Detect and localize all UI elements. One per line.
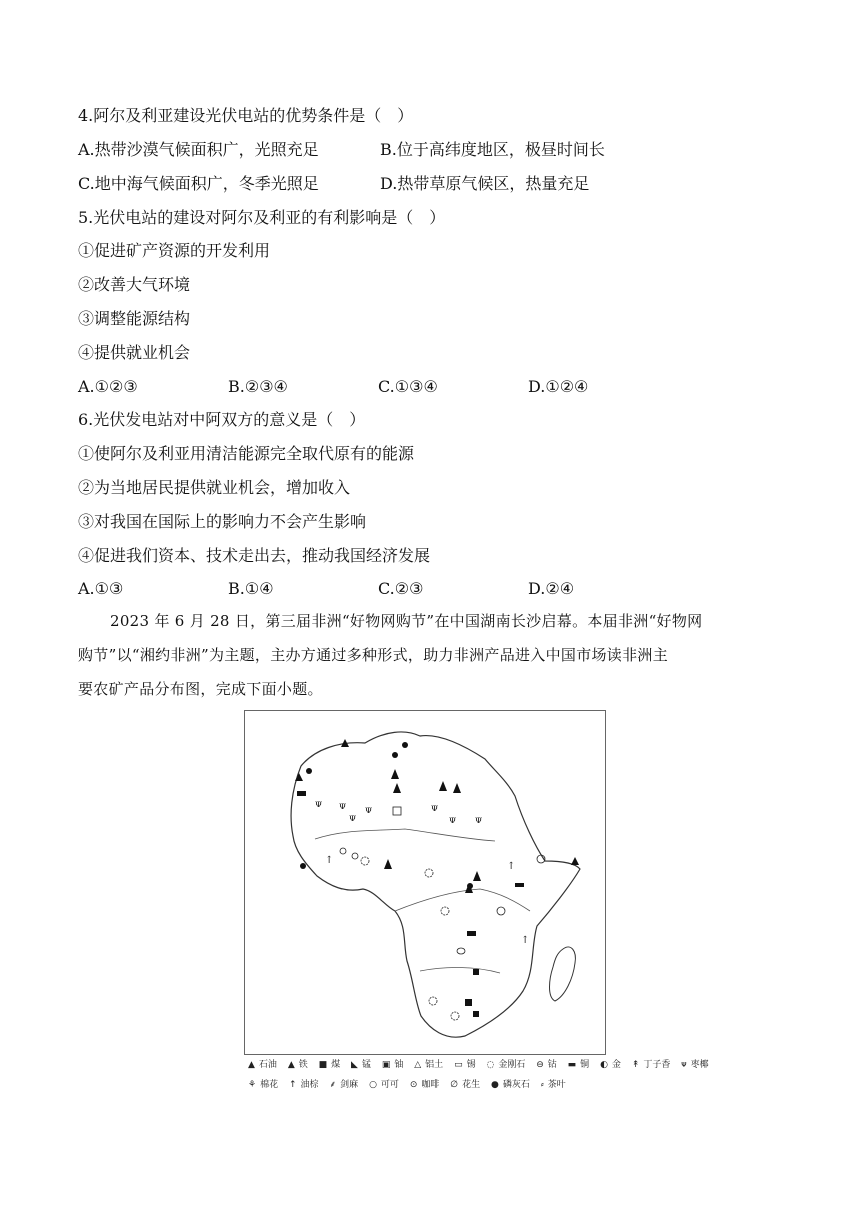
q6-option-b: B.①④: [228, 579, 274, 598]
uranium-symbol: [393, 807, 401, 815]
date-palm-symbol: ᴪ: [315, 799, 323, 810]
q5-option-d: D.①②④: [528, 377, 589, 396]
africa-map-figure: [244, 710, 606, 1055]
legend-oil-palm: ↑ 油棕: [288, 1080, 319, 1090]
legend-coffee: ⊙ 咖啡: [409, 1080, 440, 1090]
oil-symbol: [439, 781, 447, 791]
q6-item-4: ④促进我们资本、技术走出去，推动我国经济发展: [78, 546, 431, 565]
legend-diamond: ◌ 金刚石: [486, 1060, 526, 1070]
q6-stem: 6.光伏发电站对中阿双方的意义是（ ）: [78, 410, 366, 429]
diamond-symbol: [361, 857, 369, 865]
diamond-symbol: [429, 997, 437, 1005]
q5-option-c: C.①③④: [378, 377, 438, 396]
q5-stem: 5.光伏电站的建设对阿尔及利亚的有利影响是（ ）: [78, 208, 446, 227]
coal-symbol: [473, 969, 479, 975]
iron-symbol: [295, 773, 303, 781]
africa-map: [245, 711, 605, 1054]
legend-date-palm: ᴪ 枣椰: [681, 1060, 709, 1070]
date-palm-symbol: ᴪ: [349, 813, 357, 824]
q4-options-row2: [78, 174, 778, 194]
legend-iron: ▲ 铁: [287, 1060, 308, 1070]
legend-cobalt: ⊖ 钴: [536, 1060, 557, 1070]
date-palm-symbol: ᴪ: [339, 801, 347, 812]
q4-option-c: C.地中海气候面积广，冬季光照足: [78, 174, 319, 193]
oil-palm-symbol: ↑: [521, 935, 530, 946]
phosphate-symbol: [402, 742, 408, 748]
legend-tin: ▭ 锡: [454, 1060, 476, 1070]
q5-option-b: B.②③④: [228, 377, 288, 396]
iron-symbol: [571, 857, 579, 865]
q4-option-d: D.热带草原气候区，热量充足: [380, 174, 590, 193]
phosphate-symbol: [306, 768, 312, 774]
passage-line-3: 要农矿产品分布图，完成下面小题。: [78, 680, 323, 698]
q4-option-b: B.位于高纬度地区，极昼时间长: [380, 140, 605, 159]
legend-peanut: ∅ 花生: [450, 1080, 481, 1090]
q5-item-2: ②改善大气环境: [78, 275, 191, 294]
phosphate-symbol: [392, 752, 398, 758]
legend-phosphate: ● 磷灰石: [490, 1080, 530, 1090]
diamond-symbol: [425, 869, 433, 877]
q5-options: [78, 377, 778, 397]
legend-cotton: ⚘ 棉花: [248, 1080, 279, 1090]
legend-clove: ↟ 丁子香: [631, 1060, 671, 1070]
date-palm-symbol: ᴪ: [431, 803, 439, 814]
legend-tea: ⸗ 茶叶: [540, 1080, 566, 1090]
q6-option-c: C.②③: [378, 579, 424, 598]
q5-option-a: A.①②③: [78, 377, 138, 396]
sisal-symbol: [457, 948, 465, 954]
q4-stem: 4.阿尔及利亚建设光伏电站的优势条件是（ ）: [78, 106, 414, 125]
oil-symbol: [384, 859, 392, 869]
legend-sisal: ⸙ 剑麻: [329, 1080, 359, 1090]
legend-cocoa: ○ 可可: [369, 1080, 399, 1090]
oil-symbol: [391, 769, 399, 779]
legend-oil: ▲ 石油: [248, 1060, 277, 1070]
q6-item-2: ②为当地居民提供就业机会，增加收入: [78, 478, 351, 497]
legend-gold: ◐ 金: [600, 1060, 621, 1070]
map-symbols: [295, 739, 579, 1017]
oil-palm-symbol: ↑: [325, 855, 334, 866]
q6-item-3: ③对我国在国际上的影响力不会产生影响: [78, 512, 367, 531]
q4-options-row1: [78, 140, 778, 160]
map-palm-symbols: [315, 799, 529, 946]
map-legend-row-2: [248, 1078, 574, 1092]
coal-symbol: [473, 1011, 479, 1017]
passage-line-2: 购节”以“湘约非洲”为主题，主办方通过多种形式，助力非洲产品进入中国市场读非洲主: [78, 646, 669, 664]
gold-symbol: [497, 907, 505, 915]
coal-symbol: [465, 999, 472, 1006]
passage-line-1: 2023 年 6 月 28 日，第三届非洲“好物网购节”在中国湖南长沙启幕。本届非洲“好物网: [110, 612, 703, 630]
madagascar-outline: [550, 947, 576, 1001]
reading-passage: [78, 604, 788, 706]
map-legend-row-1: [248, 1058, 717, 1072]
date-palm-symbol: ᴪ: [365, 805, 373, 816]
legend-uranium: ▣ 铀: [381, 1060, 404, 1070]
coal-symbol: [467, 931, 476, 936]
date-palm-symbol: ᴪ: [449, 815, 457, 826]
africa-outline: [291, 732, 580, 1037]
region-line-sahel: [315, 829, 495, 841]
cocoa-symbol: [340, 848, 346, 854]
q5-item-1: ①促进矿产资源的开发利用: [78, 241, 271, 260]
map-symbols-outline: [340, 807, 545, 1020]
q5-item-4: ④提供就业机会: [78, 343, 191, 362]
q6-option-a: A.①③: [78, 579, 124, 598]
q5-item-3: ③调整能源结构: [78, 309, 191, 328]
q6-item-1: ①使阿尔及利亚用清洁能源完全取代原有的能源: [78, 444, 415, 463]
region-line-central: [395, 889, 530, 911]
oil-symbol: [453, 783, 461, 793]
legend-bauxite: △ 铝土: [414, 1060, 444, 1070]
oil-symbol: [393, 783, 401, 793]
copper-symbol: [515, 883, 524, 887]
q6-option-d: D.②④: [528, 579, 575, 598]
cocoa-symbol: [352, 853, 358, 859]
q4-option-a: A.热带沙漠气候面积广，光照充足: [78, 140, 319, 159]
legend-manganese: ◣ 锰: [351, 1060, 371, 1070]
oil-symbol: [473, 871, 481, 881]
legend-coal: ■ 煤: [318, 1060, 341, 1070]
coal-symbol: [297, 791, 306, 796]
region-line-south: [420, 967, 500, 973]
diamond-symbol: [451, 1012, 459, 1020]
phosphate-symbol: [300, 863, 306, 869]
date-palm-symbol: ᴪ: [475, 815, 483, 826]
oil-palm-symbol: ↑: [507, 861, 516, 872]
phosphate-symbol: [467, 883, 473, 889]
q6-options: [78, 579, 778, 599]
legend-copper: ▬ 铜: [567, 1060, 590, 1070]
diamond-symbol: [441, 907, 449, 915]
